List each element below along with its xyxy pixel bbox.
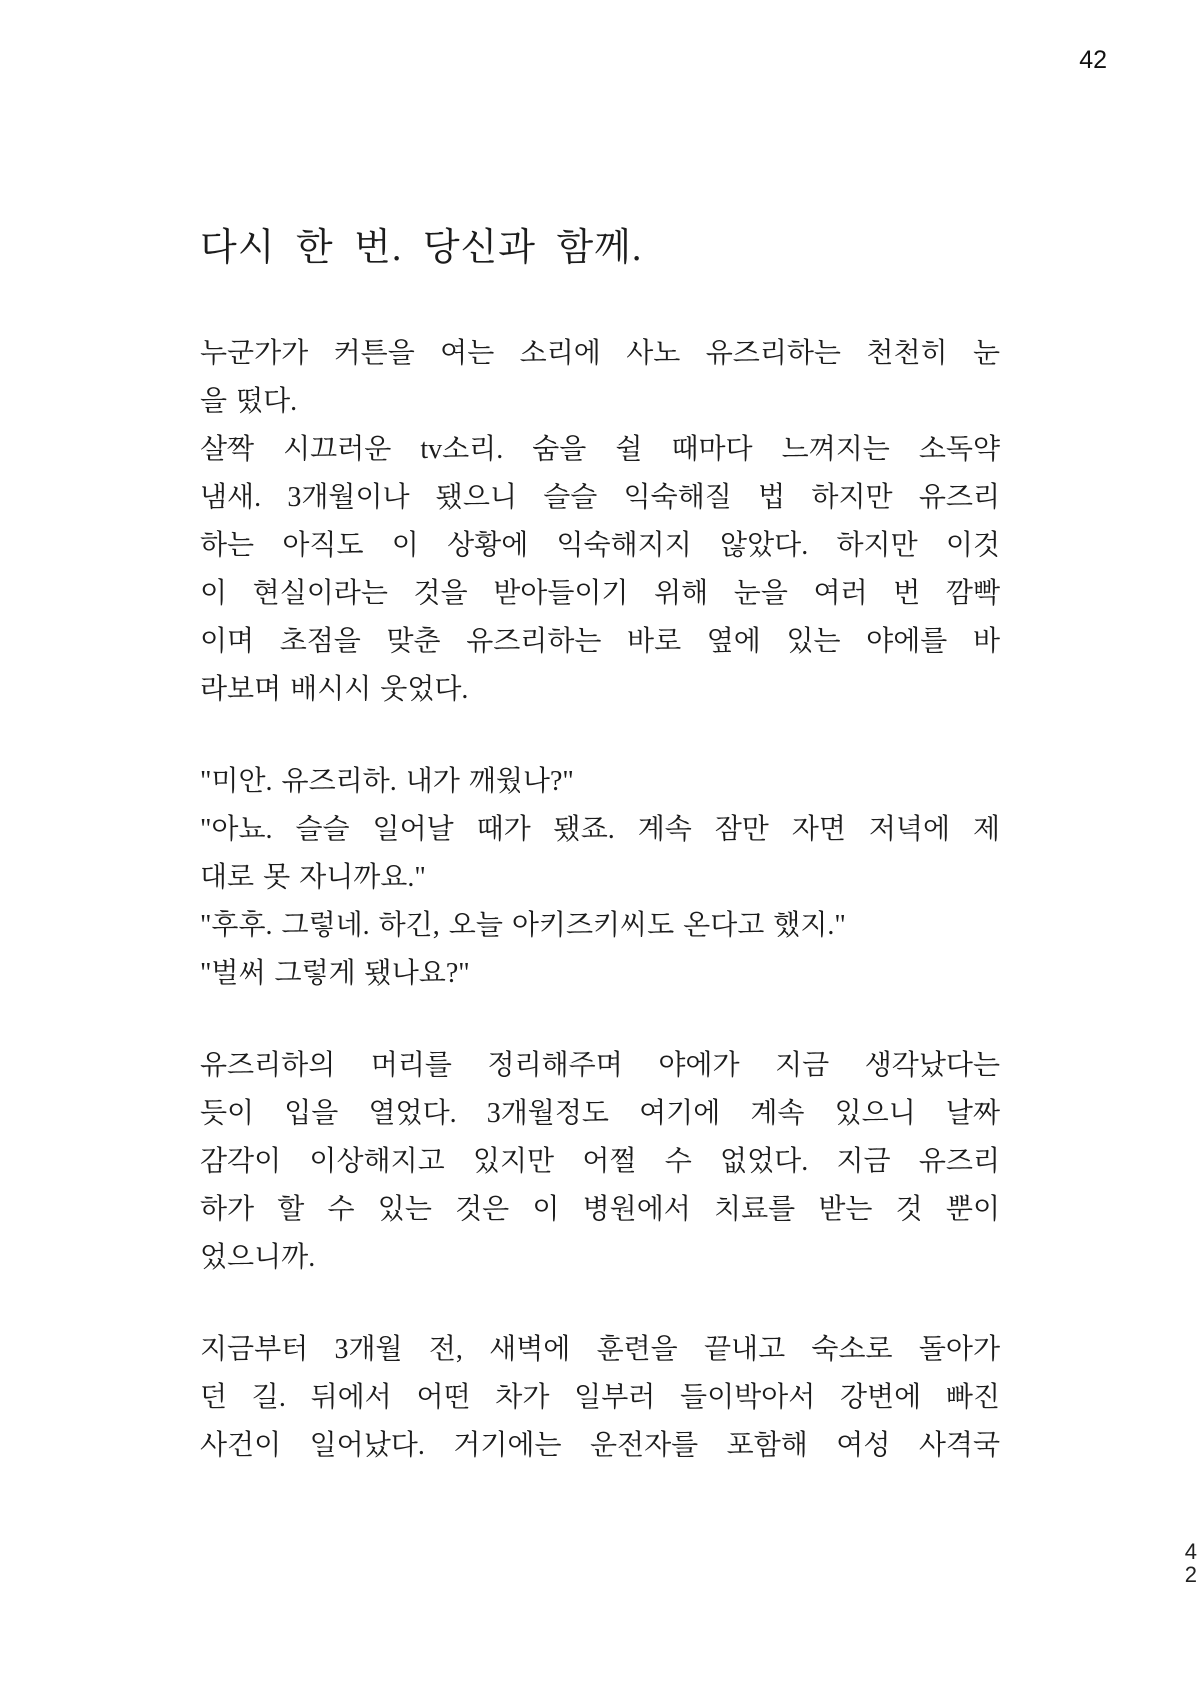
- page-number-top: 42: [1079, 46, 1107, 74]
- paragraph: [200, 330, 1000, 426]
- page-title: 다시 한 번. 당신과 함께.: [200, 227, 643, 269]
- paragraph-gap: [200, 714, 1000, 758]
- text-line: 지금부터 3개월 전, 새벽에 훈련을 끝내고 숙소로 돌아가: [200, 1333, 1000, 1365]
- document-body: [200, 226, 1000, 1470]
- text-line: 던 길. 뒤에서 어떤 차가 일부러 들이박아서 강변에 빠진: [200, 1381, 1000, 1413]
- text-line: 대로 못 자니까요.": [200, 861, 426, 893]
- text-line: 듯이 입을 열었다. 3개월정도 여기에 계속 있으니 날짜: [200, 1097, 1000, 1129]
- text-line: 유즈리하의 머리를 정리해주며 야에가 지금 생각났다는: [200, 1049, 1000, 1081]
- text-line: 을 떴다.: [200, 385, 298, 417]
- text-line: "벌써 그렇게 됐나요?": [200, 957, 470, 989]
- paragraph: [200, 1042, 1000, 1282]
- text-line: 감각이 이상해지고 있지만 어쩔 수 없었다. 지금 유즈리: [200, 1145, 1000, 1177]
- side-page-digit: 4: [1184, 1539, 1197, 1564]
- text-line: 살짝 시끄러운 tv소리. 숨을 쉴 때마다 느껴지는 소독약: [200, 433, 1000, 465]
- paragraph: [200, 1326, 1000, 1470]
- text-line: 이며 초점을 맞춘 유즈리하는 바로 옆에 있는 야에를 바: [200, 625, 1000, 657]
- text-line: 하는 아직도 이 상황에 익숙해지지 않았다. 하지만 이것: [200, 529, 1000, 561]
- text-line: 누군가가 커튼을 여는 소리에 사노 유즈리하는 천천히 눈: [200, 337, 1000, 369]
- paragraph: [200, 758, 1000, 806]
- text-line: 라보며 배시시 웃었다.: [200, 673, 469, 705]
- text-line: 사건이 일어났다. 거기에는 운전자를 포함해 여성 사격국: [200, 1429, 1000, 1461]
- text-line: 냄새. 3개월이나 됐으니 슬슬 익숙해질 법 하지만 유즈리: [200, 481, 1000, 513]
- text-line: 이 현실이라는 것을 받아들이기 위해 눈을 여러 번 깜빡: [200, 577, 1000, 609]
- text-line: "미안. 유즈리하. 내가 깨웠나?": [200, 765, 574, 797]
- paragraph: [200, 806, 1000, 902]
- paragraph-gap: [200, 1282, 1000, 1326]
- text-blocks: [200, 330, 1000, 1470]
- text-line: 하가 할 수 있는 것은 이 병원에서 치료를 받는 것 뿐이: [200, 1193, 1000, 1225]
- paragraph: [200, 426, 1000, 714]
- page-number-side: [1185, 1540, 1197, 1586]
- text-line: "후후. 그렇네. 하긴, 오늘 아키즈키씨도 온다고 했지.": [200, 909, 846, 941]
- text-line: 었으니까.: [200, 1241, 316, 1273]
- text-line: "아뇨. 슬슬 일어날 때가 됐죠. 계속 잠만 자면 저녁에 제: [200, 813, 1000, 845]
- side-page-digit: 2: [1184, 1562, 1197, 1587]
- paragraph-gap: [200, 998, 1000, 1042]
- paragraph: [200, 950, 1000, 998]
- paragraph: [200, 902, 1000, 950]
